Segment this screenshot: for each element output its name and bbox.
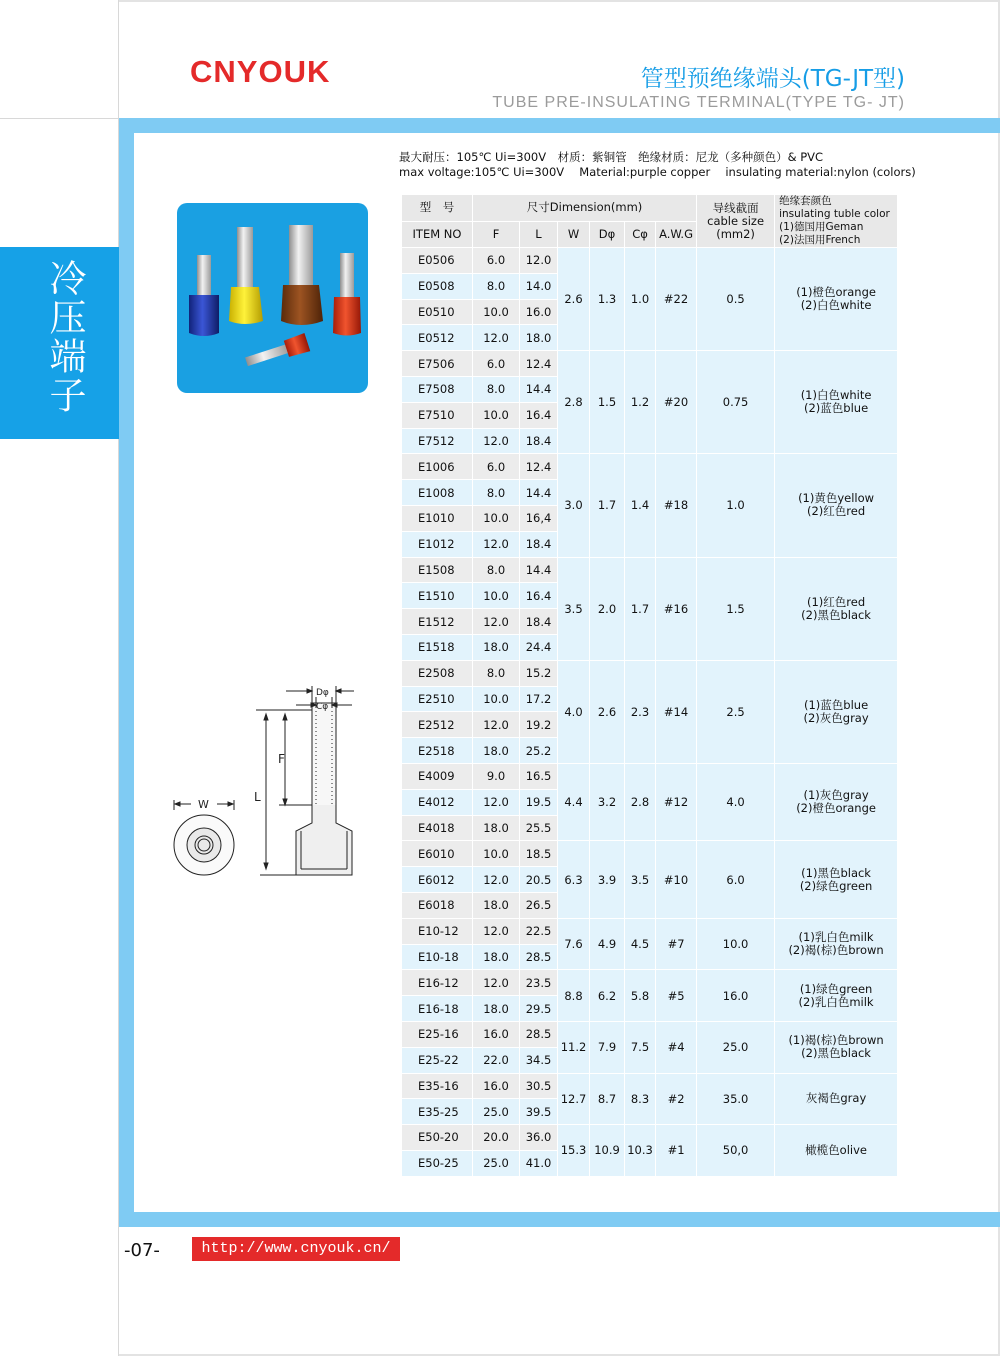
cell-awg: #2 (656, 1073, 697, 1125)
cell-cable: 16.0 (697, 970, 775, 1022)
cell-color (775, 1021, 898, 1073)
cell-l: 14.4 (520, 376, 558, 402)
cell-l: 18.4 (520, 531, 558, 557)
cell-awg: #20 (656, 351, 697, 454)
cell-l: 12.0 (520, 248, 558, 274)
cell-color (775, 248, 898, 351)
category-tab-label: 冷压端子 (43, 259, 86, 415)
header-l: L (520, 221, 558, 248)
cell-f: 8.0 (473, 273, 520, 299)
table-row (402, 351, 898, 377)
cell-c: 1.7 (625, 557, 656, 660)
cell-l: 14.4 (520, 557, 558, 583)
cell-f: 20.0 (473, 1125, 520, 1151)
cell-l: 23.5 (520, 970, 558, 996)
cell-l: 19.2 (520, 712, 558, 738)
cell-item-no: E4009 (402, 763, 473, 789)
cell-l: 29.5 (520, 996, 558, 1022)
cell-l: 18.4 (520, 428, 558, 454)
header-model-en: ITEM NO (402, 221, 473, 248)
cell-w: 8.8 (558, 970, 590, 1022)
cell-c: 2.8 (625, 763, 656, 840)
cell-color (775, 557, 898, 660)
cell-item-no: E2518 (402, 738, 473, 764)
cell-cable: 25.0 (697, 1021, 775, 1073)
cell-f: 25.0 (473, 1150, 520, 1176)
cell-awg: #4 (656, 1021, 697, 1073)
cell-l: 15.2 (520, 660, 558, 686)
cell-item-no: E1012 (402, 531, 473, 557)
cell-l: 12.4 (520, 454, 558, 480)
table-row (402, 660, 898, 686)
color-option-1: (1)白色white (800, 388, 872, 403)
cell-item-no: E16-12 (402, 970, 473, 996)
cell-f: 10.0 (473, 402, 520, 428)
color-option-2: (2)黑色black (801, 1046, 871, 1061)
table-row (402, 970, 898, 996)
header-d: Dφ (590, 221, 625, 248)
cell-d: 10.9 (590, 1125, 625, 1177)
cell-f: 18.0 (473, 944, 520, 970)
cell-w: 2.6 (558, 248, 590, 351)
l-label: L (254, 790, 261, 804)
cell-item-no: E7508 (402, 376, 473, 402)
cell-c: 10.3 (625, 1125, 656, 1177)
cell-f: 16.0 (473, 1073, 520, 1099)
w-label: W (198, 798, 209, 811)
spec-line-en: max voltage:105℃ Ui=300V Material:purple copper insulating material:nylon (colors) (399, 165, 916, 179)
color-option-1: (1)乳白色milk (798, 930, 874, 945)
cell-color (775, 970, 898, 1022)
brand-logo: CNYOUK (190, 54, 331, 89)
cell-item-no: E10-18 (402, 944, 473, 970)
cell-w: 4.0 (558, 660, 590, 763)
table-row (402, 841, 898, 867)
table-row (402, 763, 898, 789)
cell-awg: #18 (656, 454, 697, 557)
cell-l: 34.5 (520, 1047, 558, 1073)
cell-f: 12.0 (473, 325, 520, 351)
cell-l: 14.0 (520, 273, 558, 299)
cell-w: 15.3 (558, 1125, 590, 1177)
cell-item-no: E0512 (402, 325, 473, 351)
dimension-diagram (166, 683, 362, 883)
cell-l: 28.5 (520, 1021, 558, 1047)
cell-l: 39.5 (520, 1099, 558, 1125)
cell-item-no: E2510 (402, 686, 473, 712)
cell-f: 12.0 (473, 867, 520, 893)
cell-item-no: E7510 (402, 402, 473, 428)
cell-awg: #10 (656, 841, 697, 918)
cell-item-no: E35-16 (402, 1073, 473, 1099)
page-number: -07- (124, 1240, 160, 1261)
cell-item-no: E35-25 (402, 1099, 473, 1125)
cell-cable: 50,0 (697, 1125, 775, 1177)
cell-d: 6.2 (590, 970, 625, 1022)
cell-item-no: E4012 (402, 789, 473, 815)
cell-l: 19.5 (520, 789, 558, 815)
cell-l: 24.4 (520, 634, 558, 660)
cell-item-no: E0510 (402, 299, 473, 325)
color-option-2: (2)灰色gray (803, 710, 869, 725)
cell-c: 1.2 (625, 351, 656, 454)
header-dimension: 尺寸Dimension(mm) (473, 195, 697, 222)
cell-item-no: E0506 (402, 248, 473, 274)
cell-cable: 0.75 (697, 351, 775, 454)
cell-item-no: E1512 (402, 609, 473, 635)
cell-item-no: E2508 (402, 660, 473, 686)
cell-awg: #1 (656, 1125, 697, 1177)
cell-d: 1.7 (590, 454, 625, 557)
header-color-en: insulating tuble color (779, 208, 890, 220)
terminal-drawing (166, 683, 362, 883)
cell-item-no: E16-18 (402, 996, 473, 1022)
cell-w: 4.4 (558, 763, 590, 840)
cell-f: 10.0 (473, 841, 520, 867)
header-color-cn: 绝缘套颜色 (779, 195, 832, 207)
cell-f: 12.0 (473, 712, 520, 738)
cell-c: 3.5 (625, 841, 656, 918)
cell-l: 16,4 (520, 505, 558, 531)
cell-c: 1.4 (625, 454, 656, 557)
left-margin (0, 0, 119, 1356)
cell-item-no: E25-22 (402, 1047, 473, 1073)
table-header (402, 195, 898, 248)
cell-cable: 2.5 (697, 660, 775, 763)
spec-line-cn: 最大耐压：105℃ Ui=300V 材质：紫铜管 绝缘材质：尼龙（多种颜色）& PVC (399, 150, 824, 164)
cell-w: 6.3 (558, 841, 590, 918)
cell-color (775, 660, 898, 763)
cell-l: 16.4 (520, 583, 558, 609)
header-model-cn: 型 号 (402, 195, 473, 222)
header-f: F (473, 221, 520, 248)
color-option-2: (2)橙色orange (796, 801, 876, 816)
website-link[interactable]: http://www.cnyouk.cn/ (192, 1237, 400, 1261)
color-option-1: (1)红色red (807, 594, 866, 609)
header-awg: A.W.G (656, 221, 697, 248)
color-option-2: (2)绿色green (799, 878, 873, 893)
cell-item-no: E1518 (402, 634, 473, 660)
cell-l: 30.5 (520, 1073, 558, 1099)
cell-c: 7.5 (625, 1021, 656, 1073)
header-cable-en: cable size (707, 213, 765, 228)
header-cable (697, 195, 775, 248)
header-color-fr: (2)法国用French (779, 234, 861, 246)
cell-d: 8.7 (590, 1073, 625, 1125)
table-row (402, 1125, 898, 1151)
cell-l: 18.0 (520, 325, 558, 351)
color-option-2: (2)褐(棕)色brown (788, 943, 884, 958)
cell-cable: 35.0 (697, 1073, 775, 1125)
cell-cable: 1.0 (697, 454, 775, 557)
header-color-de: (1)德国用Geman (779, 221, 864, 233)
cell-c: 4.5 (625, 918, 656, 970)
cell-f: 25.0 (473, 1099, 520, 1125)
color-option-2: (2)红色red (807, 504, 866, 519)
cell-w: 2.8 (558, 351, 590, 454)
cell-f: 18.0 (473, 996, 520, 1022)
cell-f: 10.0 (473, 686, 520, 712)
cell-l: 16.0 (520, 299, 558, 325)
cell-item-no: E1008 (402, 480, 473, 506)
cell-item-no: E2512 (402, 712, 473, 738)
cell-l: 41.0 (520, 1150, 558, 1176)
cell-l: 18.5 (520, 841, 558, 867)
color-option-1: (1)黄色yellow (798, 491, 875, 506)
cell-f: 12.0 (473, 789, 520, 815)
cell-f: 16.0 (473, 1021, 520, 1047)
cell-color (775, 1073, 898, 1125)
color-option-2: (2)蓝色blue (804, 401, 869, 416)
cell-l: 28.5 (520, 944, 558, 970)
header-c: Cφ (625, 221, 656, 248)
cell-f: 12.0 (473, 531, 520, 557)
cell-item-no: E4018 (402, 815, 473, 841)
cell-w: 7.6 (558, 918, 590, 970)
cell-awg: #5 (656, 970, 697, 1022)
spec-notes (399, 150, 916, 180)
cell-cable: 6.0 (697, 841, 775, 918)
category-tab (0, 247, 119, 439)
color-option-1: (1)绿色green (799, 981, 873, 996)
cell-cable: 1.5 (697, 557, 775, 660)
cell-awg: #22 (656, 248, 697, 351)
header-cable-unit: (mm2) (716, 226, 755, 241)
cell-awg: #12 (656, 763, 697, 840)
cell-l: 17.2 (520, 686, 558, 712)
color-option-1: (1)褐(棕)色brown (788, 1033, 884, 1048)
page-title-en: TUBE PRE-INSULATING TERMINAL(TYPE TG- JT) (492, 94, 905, 111)
cell-f: 10.0 (473, 505, 520, 531)
cell-item-no: E6010 (402, 841, 473, 867)
cell-cable: 4.0 (697, 763, 775, 840)
cell-d: 3.9 (590, 841, 625, 918)
cell-item-no: E1006 (402, 454, 473, 480)
cell-color (775, 454, 898, 557)
cell-f: 12.0 (473, 918, 520, 944)
color-option-2: (2)白色white (800, 298, 872, 313)
cell-item-no: E7506 (402, 351, 473, 377)
cell-item-no: E10-12 (402, 918, 473, 944)
cell-l: 16.4 (520, 402, 558, 428)
table-row (402, 557, 898, 583)
cell-f: 12.0 (473, 970, 520, 996)
terminal-photo-image (177, 203, 368, 393)
d-phi-label: Dφ (316, 688, 329, 698)
cell-item-no: E1510 (402, 583, 473, 609)
cell-f: 9.0 (473, 763, 520, 789)
cell-item-no: E1508 (402, 557, 473, 583)
color-option-1: (1)黑色black (801, 865, 871, 880)
cell-item-no: E7512 (402, 428, 473, 454)
cell-l: 25.2 (520, 738, 558, 764)
cell-f: 6.0 (473, 351, 520, 377)
spec-table (401, 194, 898, 1177)
cell-color (775, 351, 898, 454)
cell-item-no: E0508 (402, 273, 473, 299)
cell-f: 18.0 (473, 634, 520, 660)
cell-color (775, 763, 898, 840)
color-option-1: 灰褐色gray (805, 1091, 867, 1106)
color-option-2: (2)乳白色milk (798, 994, 874, 1009)
cell-item-no: E1010 (402, 505, 473, 531)
header-w: W (558, 221, 590, 248)
cell-c: 5.8 (625, 970, 656, 1022)
cell-w: 11.2 (558, 1021, 590, 1073)
cell-item-no: E25-16 (402, 1021, 473, 1047)
cell-f: 12.0 (473, 609, 520, 635)
cell-l: 26.5 (520, 892, 558, 918)
cell-l: 16.5 (520, 763, 558, 789)
page-title-cn: 管型预绝缘端头(TG-JT型) (640, 66, 905, 92)
cell-f: 8.0 (473, 376, 520, 402)
cell-d: 2.0 (590, 557, 625, 660)
cell-awg: #16 (656, 557, 697, 660)
cell-awg: #7 (656, 918, 697, 970)
cell-d: 3.2 (590, 763, 625, 840)
cell-d: 7.9 (590, 1021, 625, 1073)
cell-l: 12.4 (520, 351, 558, 377)
cell-w: 3.0 (558, 454, 590, 557)
cell-d: 1.3 (590, 248, 625, 351)
table-row (402, 918, 898, 944)
cell-item-no: E50-20 (402, 1125, 473, 1151)
table-row (402, 454, 898, 480)
table-row (402, 248, 898, 274)
cell-f: 8.0 (473, 660, 520, 686)
cell-l: 18.4 (520, 609, 558, 635)
color-option-1: 橄榄色olive (805, 1142, 867, 1157)
cell-item-no: E6012 (402, 867, 473, 893)
cell-f: 6.0 (473, 454, 520, 480)
cell-f: 10.0 (473, 583, 520, 609)
product-photo (177, 203, 368, 393)
cell-l: 25.5 (520, 815, 558, 841)
cell-f: 22.0 (473, 1047, 520, 1073)
cell-l: 36.0 (520, 1125, 558, 1151)
cell-c: 2.3 (625, 660, 656, 763)
cell-l: 14.4 (520, 480, 558, 506)
color-option-1: (1)橙色orange (796, 285, 876, 300)
header-cable-cn: 导线截面 (712, 200, 759, 215)
cell-color (775, 918, 898, 970)
cell-f: 18.0 (473, 815, 520, 841)
cell-color (775, 1125, 898, 1177)
cell-f: 8.0 (473, 557, 520, 583)
table-body (402, 248, 898, 1177)
header-color (775, 195, 898, 248)
cell-item-no: E50-25 (402, 1150, 473, 1176)
f-label: F (278, 752, 285, 766)
c-phi-label: Cφ (316, 702, 329, 712)
cell-f: 18.0 (473, 738, 520, 764)
cell-d: 4.9 (590, 918, 625, 970)
cell-l: 20.5 (520, 867, 558, 893)
cell-f: 8.0 (473, 480, 520, 506)
cell-d: 2.6 (590, 660, 625, 763)
cell-c: 1.0 (625, 248, 656, 351)
cell-awg: #14 (656, 660, 697, 763)
cell-cable: 10.0 (697, 918, 775, 970)
cell-l: 22.5 (520, 918, 558, 944)
color-option-2: (2)黑色black (801, 607, 871, 622)
cell-color (775, 841, 898, 918)
table-row (402, 1073, 898, 1099)
cell-f: 18.0 (473, 892, 520, 918)
cell-c: 8.3 (625, 1073, 656, 1125)
color-option-1: (1)灰色gray (803, 788, 869, 803)
color-option-1: (1)蓝色blue (804, 697, 869, 712)
cell-d: 1.5 (590, 351, 625, 454)
cell-f: 10.0 (473, 299, 520, 325)
cell-w: 12.7 (558, 1073, 590, 1125)
cell-item-no: E6018 (402, 892, 473, 918)
cell-f: 6.0 (473, 248, 520, 274)
cell-cable: 0.5 (697, 248, 775, 351)
table-row (402, 1021, 898, 1047)
cell-w: 3.5 (558, 557, 590, 660)
cell-f: 12.0 (473, 428, 520, 454)
